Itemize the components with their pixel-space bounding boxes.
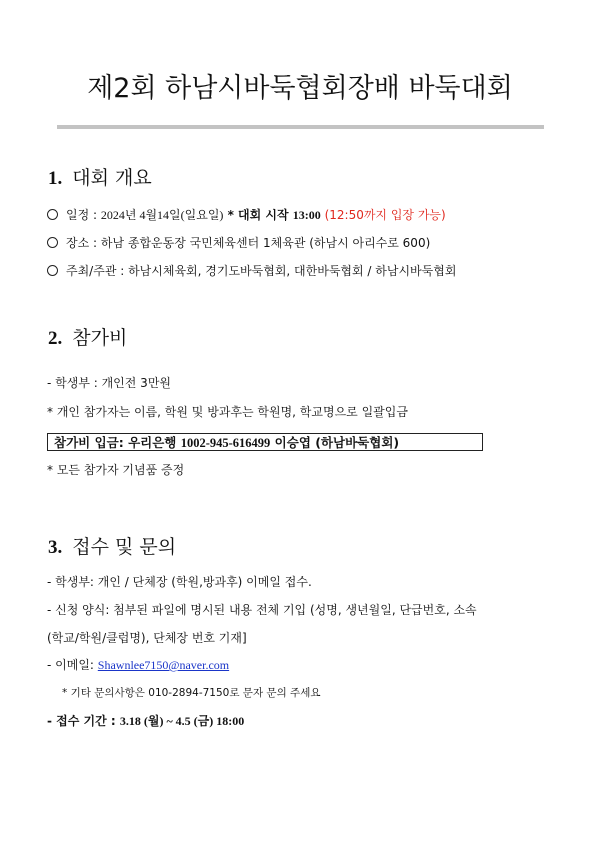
host-text: 주최/주관 : 하남시체육회, 경기도바둑협회, 대한바둑협회 / 하남시바둑협회: [66, 264, 457, 278]
section-heading-overview: [48, 163, 152, 190]
fee-student-line: - 학생부 : 개인전 3만원: [47, 376, 172, 390]
email-label: - 이메일:: [47, 658, 98, 672]
circle-bullet-icon: [47, 237, 58, 248]
entry-note: (12:50까지 입장 가능): [320, 208, 446, 222]
deadline-label: - 접수 기간 :: [47, 714, 120, 728]
overview-host-line: [47, 262, 456, 279]
account-box: [47, 433, 483, 451]
section-title: 대회 개요: [72, 167, 152, 189]
apply-deadline-line: [47, 712, 244, 729]
section-title: 참가비: [72, 327, 128, 349]
overview-date-line: [47, 206, 446, 223]
title-divider: [57, 125, 544, 129]
date-value: 2024년 4월14일(일요일): [100, 208, 224, 222]
email-link[interactable]: Shawnlee7150@naver.com: [97, 658, 230, 672]
section-title: 접수 및 문의: [72, 536, 177, 558]
start-prefix: * 대회 시작: [223, 208, 293, 222]
account-number: 1002-945-616499: [180, 436, 271, 450]
fee-gift-note: * 모든 참가자 기념품 증정: [47, 463, 185, 477]
apply-email-line: [47, 656, 229, 673]
fee-bulk-note: * 개인 참가자는 이름, 학원 및 방과후는 학원명, 학교명으로 일괄입금: [47, 405, 408, 419]
date-label: 일정 :: [66, 208, 101, 222]
contact-note: * 기타 문의사항은 010-2894-7150로 문자 문의 주세요: [62, 687, 321, 699]
section-number: 1.: [48, 168, 63, 189]
venue-text: 장소 : 하남 종합운동장 국민체육센터 1체육관 (하남시 아리수로 600): [66, 236, 431, 250]
apply-student-method: - 학생부: 개인 / 단체장 (학원,방과후) 이메일 접수.: [47, 575, 312, 589]
section-heading-fee: [48, 323, 127, 350]
deadline-value: 3.18 (월) ~ 4.5 (금) 18:00: [119, 714, 245, 728]
section-heading-apply: [48, 532, 176, 559]
apply-form-line-1: - 신청 양식: 첨부된 파일에 명시된 내용 전체 기입 (성명, 생년월일, 단급번호, 소속: [47, 603, 477, 617]
section-number: 3.: [48, 537, 63, 558]
page-title: 제2회 하남시바둑협회장배 바둑대회: [87, 73, 513, 104]
section-number: 2.: [48, 328, 63, 349]
circle-bullet-icon: [47, 209, 58, 220]
circle-bullet-icon: [47, 265, 58, 276]
account-label: 참가비 입금: 우리은행: [54, 435, 181, 450]
account-holder: 이승엽 (하남바둑협회): [270, 435, 400, 450]
overview-venue-line: [47, 234, 430, 251]
apply-form-line-2: (학교/학원/클럽명), 단체장 번호 기재]: [47, 631, 247, 645]
start-time: 13:00: [292, 208, 321, 222]
